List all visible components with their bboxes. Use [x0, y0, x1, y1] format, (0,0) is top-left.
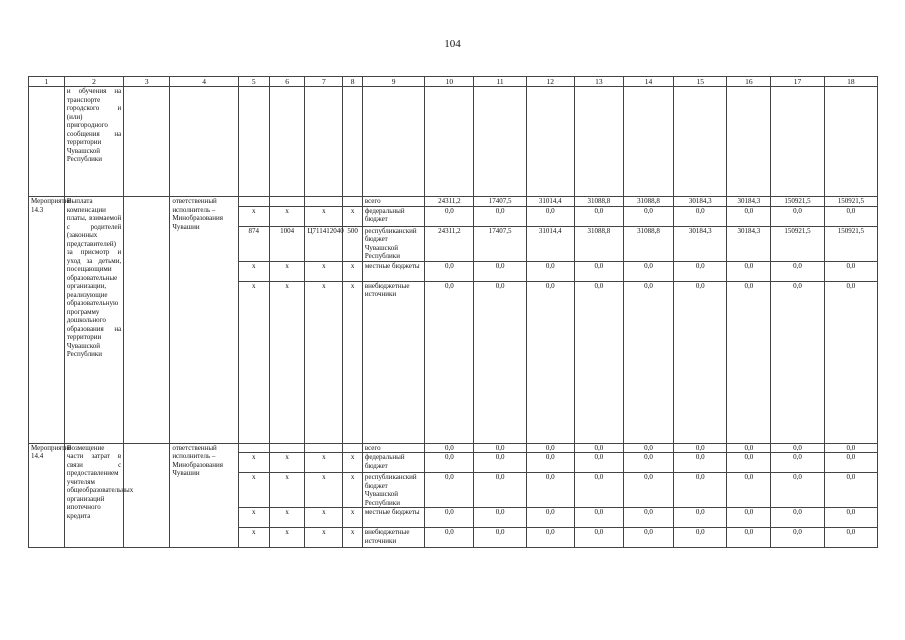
- value-cell: 0,0: [623, 206, 673, 226]
- value-cell: 0,0: [771, 443, 824, 453]
- funding-source-cell: республиканский бюджет Чувашской Республики: [362, 473, 424, 508]
- header-cell: 3: [124, 77, 170, 87]
- budget-table: [28, 76, 878, 548]
- value-cell: 0,0: [425, 206, 474, 226]
- code-cell: x: [238, 206, 269, 226]
- value-cell: 0,0: [771, 528, 824, 548]
- value-cell: 0,0: [824, 443, 877, 453]
- value-cell: 0,0: [727, 473, 771, 508]
- value-cell: 0,0: [674, 261, 727, 281]
- funding-source-cell: федеральный бюджет: [362, 453, 424, 473]
- value-cell: 0,0: [771, 473, 824, 508]
- value-cell: 0,0: [526, 508, 574, 528]
- code-cell: [343, 443, 362, 453]
- value-cell: 0,0: [474, 528, 526, 548]
- value-cell: 150921,5: [824, 226, 877, 261]
- value-cell: 0,0: [727, 281, 771, 443]
- value-cell: 0,0: [526, 443, 574, 453]
- code-cell: x: [305, 453, 343, 473]
- value-cell: 0,0: [824, 528, 877, 548]
- code-cell: x: [238, 528, 269, 548]
- value-cell: 0,0: [824, 206, 877, 226]
- code-cell: x: [269, 508, 305, 528]
- header-cell: 17: [771, 77, 824, 87]
- code-cell: [269, 443, 305, 453]
- value-cell: 0,0: [824, 508, 877, 528]
- code-cell: x: [343, 261, 362, 281]
- value-cell: 0,0: [623, 508, 673, 528]
- code-cell: x: [269, 206, 305, 226]
- header-cell: 10: [425, 77, 474, 87]
- code-cell: x: [305, 508, 343, 528]
- code-cell: x: [269, 281, 305, 443]
- code-cell: x: [238, 281, 269, 443]
- funding-source-cell: местные бюджеты: [362, 261, 424, 281]
- funding-source-cell: местные бюджеты: [362, 508, 424, 528]
- value-cell: 0,0: [574, 528, 623, 548]
- description-cell: Выплата компенсации платы, взимаемой с родителей (законных представителей) за присмотр и уход за детьми, посещающими образовательные организации, реализующие образовательную программу дошкольного образования на территории Чувашской Республики: [64, 197, 123, 444]
- value-cell: 0,0: [474, 508, 526, 528]
- empty-cell: [124, 197, 170, 444]
- value-cell: 0,0: [425, 473, 474, 508]
- value-cell: 0,0: [474, 206, 526, 226]
- header-cell: 4: [170, 77, 239, 87]
- code-cell: [305, 443, 343, 453]
- value-cell: 0,0: [674, 508, 727, 528]
- code-cell: x: [269, 261, 305, 281]
- table-row: [29, 197, 878, 207]
- funding-source-cell: всего: [362, 443, 424, 453]
- header-cell: 1: [29, 77, 65, 87]
- value-cell: 0,0: [474, 473, 526, 508]
- funding-source-cell: внебюджетные источники: [362, 281, 424, 443]
- code-cell: [238, 443, 269, 453]
- header-cell: 12: [526, 77, 574, 87]
- value-cell: 0,0: [425, 261, 474, 281]
- value-cell: 0,0: [727, 261, 771, 281]
- value-cell: 150921,5: [824, 197, 877, 207]
- code-cell: x: [343, 508, 362, 528]
- value-cell: 31088,8: [574, 226, 623, 261]
- value-cell: 0,0: [474, 453, 526, 473]
- value-cell: 0,0: [824, 261, 877, 281]
- header-cell: 8: [343, 77, 362, 87]
- event-cell: Мероприятие 14.3: [29, 197, 65, 444]
- description-cell: Возмещение части затрат в связи с предоставлением учителям общеобразовательных организаций ипотечного кредита: [64, 443, 123, 548]
- value-cell: 30184,3: [674, 226, 727, 261]
- value-cell: 17407,5: [474, 197, 526, 207]
- code-cell: x: [305, 206, 343, 226]
- code-cell: [238, 197, 269, 207]
- value-cell: 0,0: [674, 281, 727, 443]
- value-cell: 0,0: [526, 453, 574, 473]
- header-cell: 5: [238, 77, 269, 87]
- value-cell: 0,0: [771, 206, 824, 226]
- code-cell: Ц711412040: [305, 226, 343, 261]
- code-cell: x: [305, 261, 343, 281]
- code-cell: x: [269, 528, 305, 548]
- responsible-cell: ответственный исполнитель – Минобразования Чувашии: [170, 197, 239, 444]
- code-cell: x: [238, 508, 269, 528]
- value-cell: 30184,3: [727, 226, 771, 261]
- value-cell: 31088,8: [623, 226, 673, 261]
- value-cell: 0,0: [526, 473, 574, 508]
- value-cell: 0,0: [727, 508, 771, 528]
- value-cell: 31088,8: [574, 197, 623, 207]
- value-cell: 0,0: [526, 206, 574, 226]
- code-cell: 874: [238, 226, 269, 261]
- value-cell: 17407,5: [474, 226, 526, 261]
- code-cell: [343, 197, 362, 207]
- event-cell: Мероприятие 14.4: [29, 443, 65, 548]
- value-cell: 0,0: [425, 528, 474, 548]
- header-cell: 16: [727, 77, 771, 87]
- code-cell: x: [305, 528, 343, 548]
- value-cell: 0,0: [574, 508, 623, 528]
- value-cell: 0,0: [674, 443, 727, 453]
- value-cell: 0,0: [824, 473, 877, 508]
- value-cell: 30184,3: [727, 197, 771, 207]
- header-cell: 9: [362, 77, 424, 87]
- value-cell: 0,0: [425, 453, 474, 473]
- value-cell: 0,0: [623, 281, 673, 443]
- value-cell: 24311,2: [425, 197, 474, 207]
- value-cell: 0,0: [526, 528, 574, 548]
- value-cell: 0,0: [771, 261, 824, 281]
- value-cell: 0,0: [771, 453, 824, 473]
- header-cell: 7: [305, 77, 343, 87]
- header-cell: 14: [623, 77, 673, 87]
- value-cell: 0,0: [623, 473, 673, 508]
- header-cell: 11: [474, 77, 526, 87]
- value-cell: 0,0: [574, 473, 623, 508]
- value-cell: 31014,4: [526, 197, 574, 207]
- continued-row: [29, 87, 878, 197]
- header-cell: 15: [674, 77, 727, 87]
- value-cell: 0,0: [474, 281, 526, 443]
- code-cell: x: [305, 473, 343, 508]
- value-cell: 0,0: [574, 453, 623, 473]
- funding-source-cell: всего: [362, 197, 424, 207]
- code-cell: x: [238, 261, 269, 281]
- value-cell: 0,0: [574, 443, 623, 453]
- value-cell: 0,0: [474, 261, 526, 281]
- value-cell: 0,0: [674, 528, 727, 548]
- code-cell: x: [343, 453, 362, 473]
- value-cell: 0,0: [526, 281, 574, 443]
- value-cell: 0,0: [425, 443, 474, 453]
- value-cell: 0,0: [623, 453, 673, 473]
- value-cell: 0,0: [425, 508, 474, 528]
- continued-text: и обучения на транспорте городского и (или) пригородного сообщения на территории Чувашской Республики: [64, 87, 123, 197]
- value-cell: 0,0: [474, 443, 526, 453]
- value-cell: 0,0: [727, 206, 771, 226]
- value-cell: 31088,8: [623, 197, 673, 207]
- code-cell: 500: [343, 226, 362, 261]
- header-cell: 6: [269, 77, 305, 87]
- code-cell: x: [305, 281, 343, 443]
- header-row: [29, 77, 878, 87]
- value-cell: 150921,5: [771, 197, 824, 207]
- value-cell: 0,0: [824, 453, 877, 473]
- value-cell: 0,0: [771, 508, 824, 528]
- code-cell: x: [343, 206, 362, 226]
- value-cell: 0,0: [771, 281, 824, 443]
- value-cell: 0,0: [727, 443, 771, 453]
- table-row: [29, 443, 878, 453]
- funding-source-cell: внебюджетные источники: [362, 528, 424, 548]
- value-cell: 0,0: [623, 443, 673, 453]
- value-cell: 150921,5: [771, 226, 824, 261]
- responsible-cell: ответственный исполнитель – Минобразования Чувашии: [170, 443, 239, 548]
- value-cell: 0,0: [674, 473, 727, 508]
- page-number: 104: [444, 38, 461, 50]
- header-cell: 13: [574, 77, 623, 87]
- code-cell: x: [343, 473, 362, 508]
- funding-source-cell: республиканский бюджет Чувашской Республики: [362, 226, 424, 261]
- code-cell: x: [343, 528, 362, 548]
- value-cell: 0,0: [674, 453, 727, 473]
- code-cell: x: [343, 281, 362, 443]
- header-cell: 18: [824, 77, 877, 87]
- value-cell: 31014,4: [526, 226, 574, 261]
- value-cell: 0,0: [824, 281, 877, 443]
- value-cell: 0,0: [674, 206, 727, 226]
- value-cell: 0,0: [574, 281, 623, 443]
- value-cell: 0,0: [425, 281, 474, 443]
- header-cell: 2: [64, 77, 123, 87]
- code-cell: [305, 197, 343, 207]
- code-cell: 1004: [269, 226, 305, 261]
- code-cell: x: [238, 473, 269, 508]
- code-cell: x: [269, 453, 305, 473]
- funding-source-cell: федеральный бюджет: [362, 206, 424, 226]
- value-cell: 24311,2: [425, 226, 474, 261]
- value-cell: 0,0: [727, 528, 771, 548]
- value-cell: 0,0: [623, 261, 673, 281]
- code-cell: x: [269, 473, 305, 508]
- value-cell: 30184,3: [674, 197, 727, 207]
- value-cell: 0,0: [574, 261, 623, 281]
- value-cell: 0,0: [727, 453, 771, 473]
- value-cell: 0,0: [574, 206, 623, 226]
- empty-cell: [124, 443, 170, 548]
- value-cell: 0,0: [526, 261, 574, 281]
- code-cell: x: [238, 453, 269, 473]
- code-cell: [269, 197, 305, 207]
- value-cell: 0,0: [623, 528, 673, 548]
